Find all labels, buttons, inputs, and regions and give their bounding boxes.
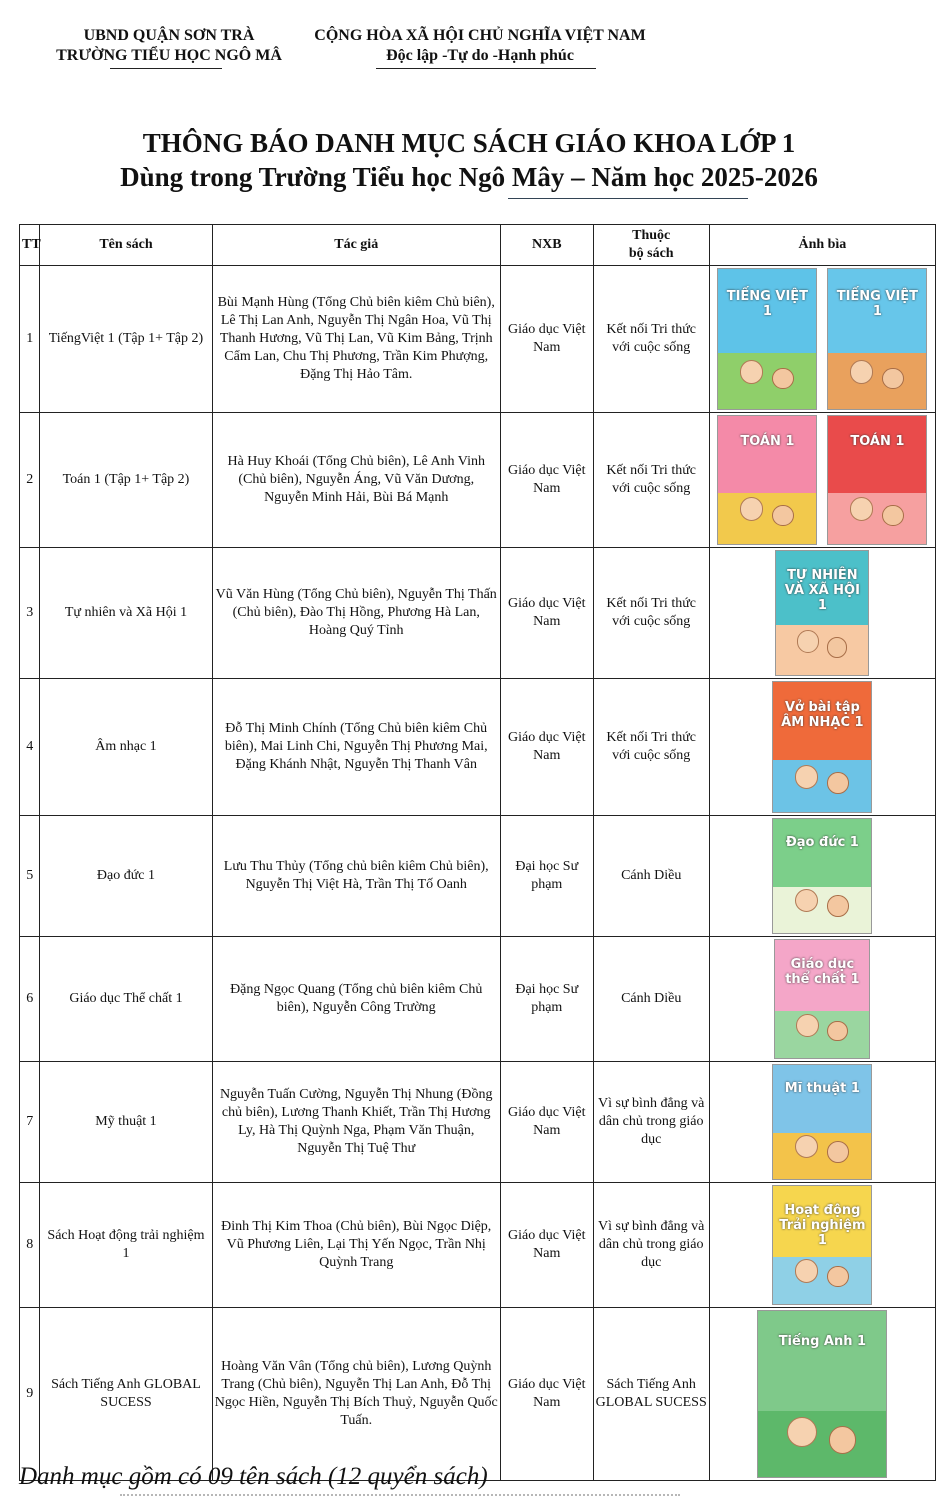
cover-character-figure — [795, 765, 819, 789]
cover-title: Hoạt động Trải nghiệm 1 — [779, 1202, 866, 1248]
cover-character-figure — [772, 368, 794, 390]
district-name: UBND QUẬN SƠN TRÀ — [83, 27, 255, 44]
cell-tac-gia: Vũ Văn Hùng (Tổng Chủ biên), Nguyễn Thị Thấn (Chủ biên), Đào Thị Hồng, Phương Hà Lan, Hoàng Quý Tỉnh — [212, 548, 500, 679]
cover-title: Giáo dục thể chất 1 — [785, 956, 860, 987]
cell-tac-gia: Bùi Mạnh Hùng (Tổng Chủ biên kiêm Chủ biên), Lê Thị Lan Anh, Nguyễn Thị Ngân Hoa, Vũ Thị Thanh Hương, Vũ Thị Lan, Vũ Kim Bảng, Trịnh Cẩm Lan, Chu Thị Phương, Trần Kim Phượng, Đặng Thị Hảo Tâm. — [212, 266, 500, 413]
table-row — [20, 679, 936, 816]
cover-character-figure — [772, 505, 794, 527]
cell-nxb: Giáo dục Việt Nam — [500, 1183, 593, 1308]
cover-title: TOÁN 1 — [740, 433, 795, 449]
cell-anh-bia — [709, 1308, 935, 1481]
cell-tac-gia: Hoàng Văn Vân (Tổng chủ biên), Lương Quỳnh Trang (Chủ biên), Nguyễn Thị Lan Anh, Đỗ Thị Ngọc Hiền, Nguyễn Thị Bích Thuỷ, Nguyễn Quốc Tuấn. — [212, 1308, 500, 1481]
table-row — [20, 266, 936, 413]
header-bo-sach — [593, 225, 709, 266]
cover-group — [712, 681, 933, 813]
cell-ten-sach: Toán 1 (Tập 1+ Tập 2) — [40, 413, 212, 548]
header-left-underline — [110, 68, 222, 69]
motto-underline — [376, 68, 596, 69]
table-row — [20, 816, 936, 937]
table-body — [20, 266, 936, 1481]
country-name: CỘNG HÒA XÃ HỘI CHỦ NGHĨA VIỆT NAM — [314, 27, 646, 44]
cell-tt: 8 — [20, 1183, 40, 1308]
table-row — [20, 413, 936, 548]
cover-character-figure — [829, 1426, 857, 1454]
motto: Độc lập -Tự do -Hạnh phúc — [386, 47, 574, 64]
cell-tt: 6 — [20, 937, 40, 1062]
book-cover-image — [827, 268, 927, 410]
cell-tac-gia: Hà Huy Khoái (Tổng Chủ biên), Lê Anh Vinh (Chủ biên), Nguyễn Áng, Vũ Văn Dương, Nguyễn Minh Hải, Bùi Bá Mạnh — [212, 413, 500, 548]
cell-anh-bia — [709, 679, 935, 816]
cell-tt: 7 — [20, 1062, 40, 1183]
cover-character-figure — [787, 1417, 817, 1447]
cover-group — [712, 415, 933, 545]
cell-nxb: Giáo dục Việt Nam — [500, 413, 593, 548]
table-row — [20, 1062, 936, 1183]
cell-bo-sach: Sách Tiếng Anh GLOBAL SUCESS — [593, 1308, 709, 1481]
cover-illustration — [776, 625, 868, 675]
cover-group — [712, 1064, 933, 1180]
cell-nxb: Giáo dục Việt Nam — [500, 679, 593, 816]
cell-ten-sach: TiếngViệt 1 (Tập 1+ Tập 2) — [40, 266, 212, 413]
cell-tac-gia: Đặng Ngọc Quang (Tổng chủ biên kiêm Chủ biên), Nguyễn Công Trường — [212, 937, 500, 1062]
title-line-1: THÔNG BÁO DANH MỤC SÁCH GIÁO KHOA LỚP 1 — [142, 128, 796, 158]
cell-ten-sach: Âm nhạc 1 — [40, 679, 212, 816]
cell-tac-gia: Nguyễn Tuấn Cường, Nguyễn Thị Nhung (Đồng chủ biên), Lương Thanh Khiết, Trần Thị Hương Ly, Hà Thị Quỳnh Nga, Phạm Văn Thuận, Nguyễn Thị Tuệ Thư — [212, 1062, 500, 1183]
table-row — [20, 1183, 936, 1308]
footer-note: Danh mục gồm có 09 tên sách (12 quyển sách) — [19, 1463, 488, 1490]
book-cover-image — [757, 1310, 887, 1478]
cell-bo-sach: Kết nối Tri thức với cuộc sống — [593, 413, 709, 548]
cell-nxb: Giáo dục Việt Nam — [500, 548, 593, 679]
book-cover-image — [772, 1185, 872, 1305]
cell-tac-gia: Đỗ Thị Minh Chính (Tổng Chủ biên kiêm Chủ biên), Mai Linh Chi, Nguyễn Thị Phương Mai, Đặng Khánh Nhật, Nguyễn Thị Thanh Vân — [212, 679, 500, 816]
header-bo-sach-line1: Thuộc — [632, 228, 671, 243]
cell-tt: 4 — [20, 679, 40, 816]
cover-character-figure — [797, 630, 819, 652]
cover-title: TIẾNG VIỆT 1 — [726, 288, 809, 319]
cover-illustration — [718, 353, 816, 409]
cell-tac-gia: Đinh Thị Kim Thoa (Chủ biên), Bùi Ngọc Diệp, Vũ Phương Liên, Lại Thị Yến Ngọc, Trần Nhị Quỳnh Trang — [212, 1183, 500, 1308]
cover-group — [712, 939, 933, 1059]
cell-anh-bia — [709, 1183, 935, 1308]
cover-character-figure — [827, 1141, 849, 1163]
title-line-2: Dùng trong Trường Tiểu học Ngô Mây – Năm học 2025-2026 — [120, 162, 818, 192]
cover-group — [712, 818, 933, 934]
cover-title: Đạo đức 1 — [785, 834, 859, 850]
cell-tt: 5 — [20, 816, 40, 937]
table-row — [20, 937, 936, 1062]
title-underline — [508, 198, 748, 199]
cell-bo-sach: Vì sự bình đẳng và dân chủ trong giáo dục — [593, 1183, 709, 1308]
cell-tt: 3 — [20, 548, 40, 679]
cover-character-figure — [827, 772, 849, 794]
cell-anh-bia — [709, 816, 935, 937]
cover-character-figure — [850, 360, 874, 384]
cover-illustration — [758, 1411, 886, 1477]
cover-illustration — [773, 1257, 871, 1304]
header-anh-bia: Ảnh bìa — [709, 225, 935, 266]
cover-group — [712, 268, 933, 410]
cell-nxb: Giáo dục Việt Nam — [500, 266, 593, 413]
cover-illustration — [718, 493, 816, 544]
cell-anh-bia — [709, 266, 935, 413]
cover-group — [712, 1185, 933, 1305]
cell-anh-bia — [709, 413, 935, 548]
cover-character-figure — [882, 505, 904, 527]
table-row — [20, 548, 936, 679]
cover-illustration — [773, 1133, 871, 1179]
header-ten-sach: Tên sách — [40, 225, 212, 266]
cell-nxb: Giáo dục Việt Nam — [500, 1062, 593, 1183]
book-cover-image — [772, 1064, 872, 1180]
cell-anh-bia — [709, 937, 935, 1062]
cell-bo-sach: Vì sự bình đẳng và dân chủ trong giáo dục — [593, 1062, 709, 1183]
cell-anh-bia — [709, 548, 935, 679]
cover-illustration — [773, 887, 871, 933]
book-cover-image — [775, 550, 869, 676]
table-row — [20, 1308, 936, 1481]
cover-character-figure — [882, 368, 904, 390]
cover-character-figure — [827, 1021, 848, 1042]
cover-character-figure — [827, 637, 847, 657]
header-bo-sach-line2: bộ sách — [628, 246, 674, 261]
cover-title: TỰ NHIÊN VÀ XÃ HỘI 1 — [784, 568, 860, 614]
cell-tt: 2 — [20, 413, 40, 548]
cell-tt: 1 — [20, 266, 40, 413]
cell-bo-sach: Kết nối Tri thức với cuộc sống — [593, 679, 709, 816]
cell-ten-sach: Mỹ thuật 1 — [40, 1062, 212, 1183]
cover-character-figure — [795, 1259, 819, 1283]
cover-illustration — [828, 493, 926, 544]
cell-tac-gia: Lưu Thu Thủy (Tổng chủ biên kiêm Chủ biên), Nguyễn Thị Việt Hà, Trần Thị Tố Oanh — [212, 816, 500, 937]
cover-title: Tiếng Anh 1 — [778, 1334, 867, 1350]
cell-ten-sach: Sách Hoạt động trải nghiệm 1 — [40, 1183, 212, 1308]
cover-character-figure — [827, 895, 849, 917]
cover-group — [712, 1310, 933, 1478]
book-cover-image — [717, 415, 817, 545]
cover-title: Mĩ thuật 1 — [784, 1080, 860, 1096]
cover-illustration — [773, 760, 871, 812]
table-header-row — [20, 225, 936, 266]
cover-illustration — [828, 353, 926, 409]
cell-bo-sach: Kết nối Tri thức với cuộc sống — [593, 266, 709, 413]
cell-tt: 9 — [20, 1308, 40, 1481]
cell-bo-sach: Cánh Diều — [593, 816, 709, 937]
school-name: TRƯỜNG TIỂU HỌC NGÔ MÂ — [56, 47, 282, 64]
cover-title: Vở bài tập ÂM NHẠC 1 — [781, 700, 864, 731]
cut-off-line — [120, 1494, 680, 1502]
cell-bo-sach: Cánh Diều — [593, 937, 709, 1062]
cover-title: TIẾNG VIỆT 1 — [836, 288, 919, 319]
cover-character-figure — [740, 360, 764, 384]
header-left — [38, 26, 300, 66]
book-cover-image — [772, 681, 872, 813]
cell-nxb: Giáo dục Việt Nam — [500, 1308, 593, 1481]
page-title — [0, 126, 938, 194]
cell-ten-sach: Đạo đức 1 — [40, 816, 212, 937]
textbook-table — [19, 224, 936, 1481]
book-cover-image — [717, 268, 817, 410]
cover-group — [712, 550, 933, 676]
book-cover-image — [772, 818, 872, 934]
cover-illustration — [775, 1011, 869, 1058]
cell-ten-sach: Tự nhiên và Xã Hội 1 — [40, 548, 212, 679]
header-nxb: NXB — [500, 225, 593, 266]
book-cover-image — [827, 415, 927, 545]
cell-ten-sach: Giáo dục Thể chất 1 — [40, 937, 212, 1062]
cell-ten-sach: Sách Tiếng Anh GLOBAL SUCESS — [40, 1308, 212, 1481]
header-right — [290, 26, 670, 66]
cell-nxb: Đại học Sư phạm — [500, 937, 593, 1062]
cell-bo-sach: Kết nối Tri thức với cuộc sống — [593, 548, 709, 679]
header-tac-gia: Tác giả — [212, 225, 500, 266]
cover-character-figure — [796, 1014, 819, 1037]
header-tt: TT — [20, 225, 40, 266]
cell-nxb: Đại học Sư phạm — [500, 816, 593, 937]
book-cover-image — [774, 939, 870, 1059]
cover-title: TOÁN 1 — [850, 433, 905, 449]
cell-anh-bia — [709, 1062, 935, 1183]
